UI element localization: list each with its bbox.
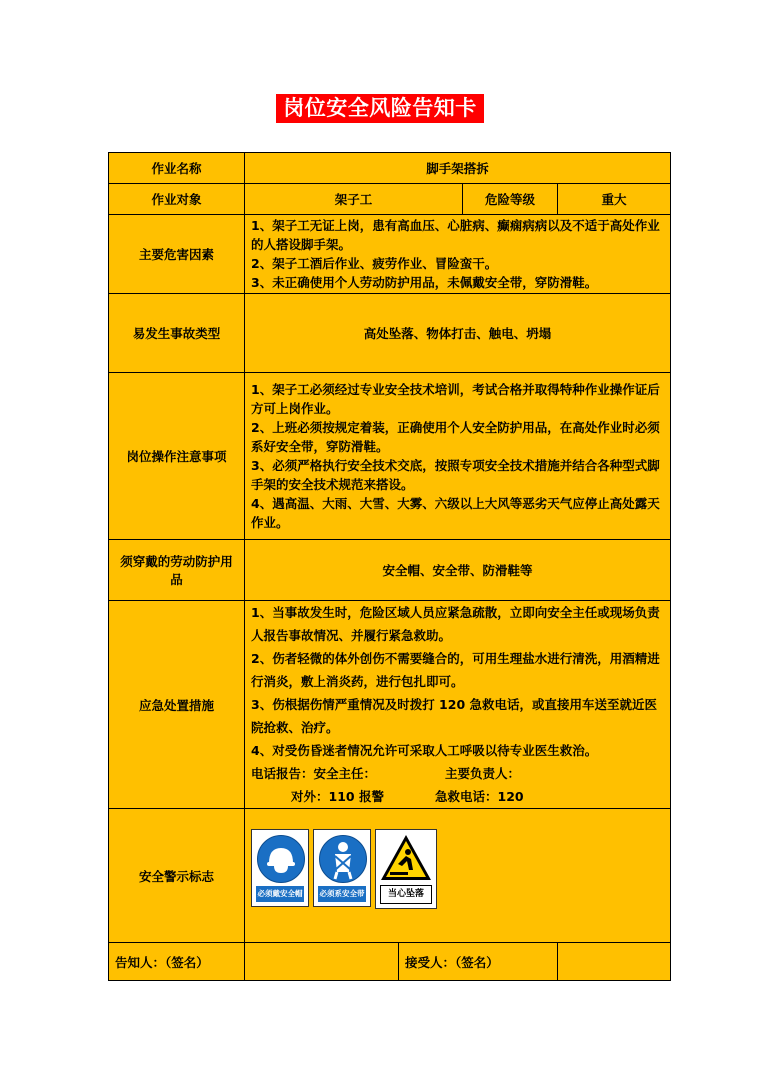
row-ppe xyxy=(109,540,671,601)
row-emergency xyxy=(109,601,671,809)
sign-caption: 必须系安全带 xyxy=(318,886,366,902)
fall-hazard-sign xyxy=(375,829,437,909)
precautions-content xyxy=(245,373,671,540)
must-wear-helmet-sign xyxy=(251,829,309,907)
helmet-icon xyxy=(257,835,305,883)
job-name-value: 脚手架搭拆 xyxy=(245,153,671,184)
job-object-label: 作业对象 xyxy=(109,184,245,215)
precaution-item: 3、必须严格执行安全技术交底，按照专项安全技术措施并结合各种型式脚手架的安全技术规范来搭设。 xyxy=(251,458,660,492)
row-signatures xyxy=(109,943,671,981)
row-job-object xyxy=(109,184,671,215)
risk-level-value: 重大 xyxy=(558,184,671,215)
warning-signs-label: 安全警示标志 xyxy=(109,809,245,943)
risk-notice-card xyxy=(108,152,671,981)
external-number: 对外：110 报警 xyxy=(291,789,384,804)
fall-hazard-icon xyxy=(376,830,436,886)
warning-signs-content xyxy=(245,809,671,943)
emergency-content xyxy=(245,601,671,809)
warning-signs-group xyxy=(249,829,666,909)
ppe-label: 须穿戴的劳动防护用品 xyxy=(109,540,245,601)
risk-level-label: 危险等级 xyxy=(463,184,558,215)
emergency-item: 4、对受伤昏迷者情况允许可采取人工呼吸以待专业医生救治。 xyxy=(251,743,598,758)
emergency-item: 2、伤者轻微的体外创伤不需要缝合的，可用生理盐水进行清洗，用酒精进行消炎，敷上消炎药，进行包扎即可。 xyxy=(251,651,660,689)
row-precautions xyxy=(109,373,671,540)
first-aid-number: 急救电话：120 xyxy=(435,789,524,804)
job-name-label: 作业名称 xyxy=(109,153,245,184)
ppe-value: 安全帽、安全带、防滑鞋等 xyxy=(245,540,671,601)
row-job-name xyxy=(109,153,671,184)
job-object-value: 架子工 xyxy=(245,184,463,215)
precaution-item: 1、架子工必须经过专业安全技术培训，考试合格并取得特种作业操作证后方可上岗作业。 xyxy=(251,382,660,416)
emergency-label: 应急处置措施 xyxy=(109,601,245,809)
precaution-item: 2、上班必须按规定着装，正确使用个人安全防护用品，在高处作业时必须系好安全带，穿防滑鞋。 xyxy=(251,420,660,454)
emergency-numbers-line xyxy=(251,785,664,808)
hazard-item: 3、未正确使用个人劳动防护用品，未佩戴安全带，穿防滑鞋。 xyxy=(251,275,598,290)
main-person-label: 主要负责人： xyxy=(445,766,521,781)
safety-harness-icon xyxy=(319,835,367,883)
notifier-label: 告知人：（签名） xyxy=(109,943,245,981)
receiver-signature-field[interactable] xyxy=(558,943,671,981)
accident-types-value: 高处坠落、物体打击、触电、坍塌 xyxy=(245,294,671,373)
page-title: 岗位安全风险告知卡 xyxy=(276,94,484,123)
receiver-label: 接受人：（签名） xyxy=(399,943,558,981)
hazards-content xyxy=(245,215,671,294)
hazard-item: 1、架子工无证上岗，患有高血压、心脏病、癫痫病病以及不适于高处作业的人搭设脚手架。 xyxy=(251,218,660,252)
row-accident-types xyxy=(109,294,671,373)
precaution-item: 4、遇高温、大雨、大雪、大雾、六级以上大风等恶劣天气应停止高处露天作业。 xyxy=(251,496,660,530)
emergency-item: 1、当事故发生时，危险区域人员应紧急疏散，立即向安全主任或现场负责人报告事故情况、并履行紧急救助。 xyxy=(251,605,660,643)
sign-caption: 当心坠落 xyxy=(380,885,432,904)
hazard-item: 2、架子工酒后作业、疲劳作业、冒险蛮干。 xyxy=(251,256,498,271)
notifier-signature-field[interactable] xyxy=(245,943,399,981)
emergency-item: 3、伤根据伤情严重情况及时拨打 120 急救电话，或直接用车送至就近医院抢救、治疗。 xyxy=(251,697,657,735)
hazards-label: 主要危害因素 xyxy=(109,215,245,294)
phone-report-label: 电话报告：安全主任： xyxy=(251,766,377,781)
phone-report-line xyxy=(251,762,664,785)
row-hazards xyxy=(109,215,671,294)
precautions-label: 岗位操作注意事项 xyxy=(109,373,245,540)
must-wear-harness-sign xyxy=(313,829,371,907)
row-warning-signs xyxy=(109,809,671,943)
sign-caption: 必须戴安全帽 xyxy=(256,886,304,902)
accident-types-label: 易发生事故类型 xyxy=(109,294,245,373)
